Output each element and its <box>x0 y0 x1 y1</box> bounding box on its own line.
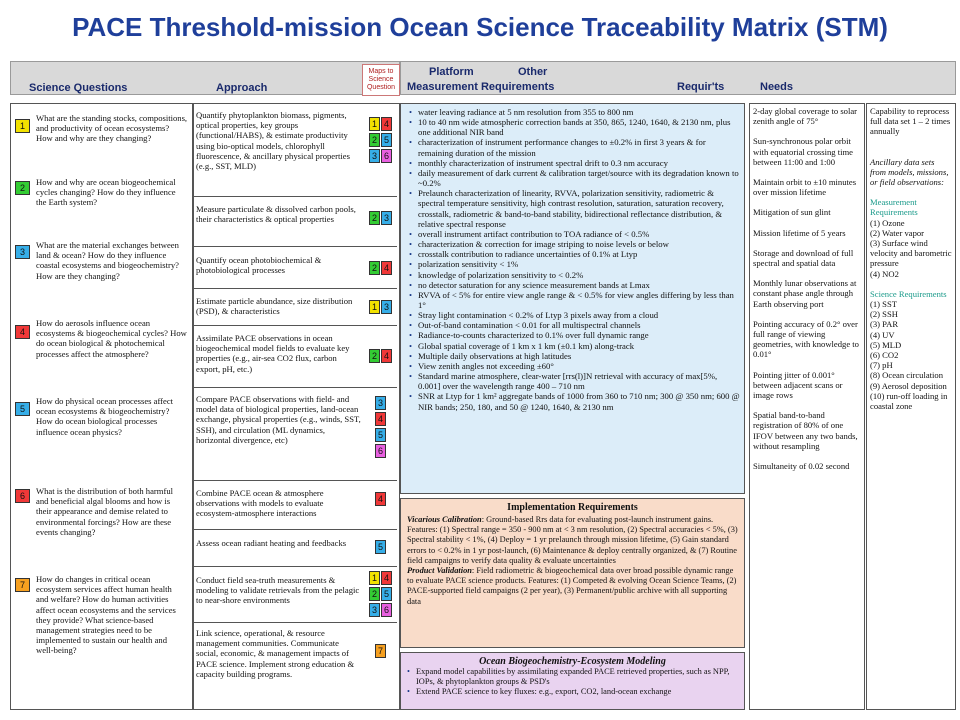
platform-item: Simultaneity of 0.02 second <box>753 461 850 472</box>
requirement-item: • overall instrument artifact contribution to TOA radiance of < 0.5% <box>409 229 740 239</box>
approach-3: Quantify ocean photobiochemical & photobiological processes <box>196 255 322 276</box>
question-7: How do changes in critical ocean ecosystem services affect human health and welfare? How do human activities affect ocean ecosystems and the services they provide? What science-based management strategies need to be implemented to sustain our health and well-being? <box>36 574 176 656</box>
map-1-a: 1 <box>369 117 380 131</box>
approach-divider <box>193 387 397 388</box>
validation-text: : Field radiometric & biogeochemical data over broad possible dynamic range to evaluate PACE science products. Features: (1) Competed & evolving Ocean Science Teams, (2) PACE-supported field campaigns (2 per year), (3) Permanent/public archive with all supporting data <box>407 566 737 606</box>
requirement-item: • RVVA of < 5% for entire view angle range & < 0.5% for view angles differing by less than 1° <box>409 290 740 310</box>
approach-6: Compare PACE observations with field- and model data of biological properties, land-ocean exchange, physical properties (e.g., winds, SST, SSH), and circulation (ML dynamics, horizontal divergence, etc) <box>196 394 361 445</box>
map-10-a: 7 <box>375 644 386 658</box>
requirement-item: • Prelaunch characterization of linearity, RVVA, polarization sensitivity, radiometric & spectral temperature sensitivity, high contrast resolution, saturation, saturation recovery, crosstalk, radiometric & band-to-band stability, bidirectional reflectance distribution, & relative spectral response <box>409 188 740 229</box>
ancillary-data-note: Ancillary data sets from models, missions, or field observations: <box>870 156 949 188</box>
header-requirts: Requir'ts <box>677 81 725 93</box>
requirement-item: • polarization sensitivity < 1% <box>409 259 740 269</box>
requirement-item: • monthly characterization of instrument spectral drift to 0.3 nm accuracy <box>409 158 740 168</box>
question-number-3: 3 <box>15 245 30 259</box>
question-3: What are the material exchanges between land & ocean? How do they influence coastal ecosystems and biogeochemistry? How are they changing? <box>36 240 179 281</box>
question-number-7: 7 <box>15 578 30 592</box>
ancillary-measurement-item: (4) NO2 <box>870 268 899 279</box>
vicarious-label: Vicarious Calibration <box>407 515 482 524</box>
platform-item: Maintain orbit to ±10 minutes over mission lifetime <box>753 177 857 198</box>
ancillary-measurement-item: (1) Ozone <box>870 217 905 228</box>
header-right <box>400 61 956 95</box>
question-6: What is the distribution of both harmful and beneficial algal blooms and how is their appearance and demise related to environmental forcings? How are these events changing? <box>36 486 174 537</box>
question-number-1: 1 <box>15 119 30 133</box>
question-number-2: 2 <box>15 181 30 195</box>
header-science-questions: Science Questions <box>29 82 128 94</box>
approach-divider <box>193 480 397 481</box>
question-number-5: 5 <box>15 402 30 416</box>
requirement-item: • Stray light contamination < 0.2% of Ltyp 3 pixels away from a cloud <box>409 310 740 320</box>
requirement-item: • knowledge of polarization sensitivity to < 0.2% <box>409 270 740 280</box>
map-6-c: 5 <box>375 428 386 442</box>
implementation-title: Implementation Requirements <box>507 502 638 513</box>
map-1-b: 4 <box>381 117 392 131</box>
question-5: How do physical ocean processes affect ocean ecosystems & biogeochemistry? How do ocean biological processes influence ocean physics? <box>36 396 174 437</box>
map-1-d: 5 <box>381 133 392 147</box>
ocean-modeling-item: • Extend PACE science to key fluxes: e.g., export, CO2, land-ocean exchange <box>407 687 738 697</box>
requirement-item: • characterization of instrument performance changes to ±0.2% in first 3 years & for remaining duration of the mission <box>409 137 740 157</box>
ancillary-science-item: (5) MLD <box>870 339 902 350</box>
other-needs-column <box>866 103 956 710</box>
platform-item: Spatial band-to-band registration of 80% of one IFOV between any two bands, without resampling <box>753 410 858 451</box>
approach-2: Measure particulate & dissolved carbon pools, their characteristics & optical properties <box>196 204 356 225</box>
platform-item: Sun-synchronous polar orbit with equatorial crossing time between 11:00 and 1:00 <box>753 136 853 167</box>
ancillary-science-item: (7) pH <box>870 360 893 371</box>
approach-5: Assimilate PACE observations in ocean biogeochemical model fields to evaluate key properties (e.g., air-sea CO2 flux, carbon export, pH, etc.) <box>196 333 350 374</box>
map-6-b: 4 <box>375 412 386 426</box>
approach-7: Combine PACE ocean & atmosphere observations with models to evaluate ecosystem-atmosphere interactions <box>196 488 324 519</box>
approach-4: Estimate particle abundance, size distribution (PSD), & characteristics <box>196 296 353 317</box>
map-1-c: 2 <box>369 133 380 147</box>
approach-1: Quantify phytoplankton biomass, pigments, optical properties, key groups (functional/HABS), & estimate productivity using bio-optical models, chlorophyll fluorescence, & ancillary physical properties (e.g., SST, MLD) <box>196 110 350 172</box>
requirement-item: • water leaving radiance at 5 nm resolution from 355 to 800 nm <box>409 107 740 117</box>
map-6-a: 3 <box>375 396 386 410</box>
page-title: PACE Threshold-mission Ocean Science Traceability Matrix (STM) <box>72 12 888 42</box>
approach-divider <box>193 246 397 247</box>
map-9-c: 2 <box>369 587 380 601</box>
ancillary-science-item: (10) run-off loading in coastal zone <box>870 390 948 412</box>
platform-item: Pointing jitter of 0.001° between adjacent scans or image rows <box>753 369 843 401</box>
requirement-item: • Out-of-band contamination < 0.01 for all multispectral channels <box>409 320 740 330</box>
platform-item: 2-day global coverage to solar zenith angle of 75° <box>753 106 858 127</box>
requirement-item: • SNR at Ltyp for 1 km² aggregate bands of 1000 from 360 to 710 nm; 300 @ 350 nm; 600 @ NIR bands; 250, 180, and 50 @ 1240, 1640, & 2130 nm <box>409 391 740 411</box>
question-1: What are the standing stocks, compositions, and productivity of ocean ecosystems? How and why are they changing? <box>36 113 188 144</box>
approach-divider <box>193 566 397 567</box>
map-7-a: 4 <box>375 492 386 506</box>
implementation-requirements-box <box>400 498 745 648</box>
map-2-a: 2 <box>369 211 380 225</box>
product-validation-text <box>407 566 738 607</box>
header-platform: Platform <box>429 66 474 78</box>
approach-9: Conduct field sea-truth measurements & modeling to validate retrievals from the pelagic to near-shore environments <box>196 575 360 606</box>
platform-requirements-column <box>749 103 865 710</box>
map-3-b: 4 <box>381 261 392 275</box>
ocean-modeling-box <box>400 652 745 710</box>
requirement-item: • 10 to 40 nm wide atmospheric correction bands at 350, 865, 1240, 1640, & 2130 nm, plus one additional NIR band <box>409 117 740 137</box>
ocean-modeling-title: Ocean Biogeochemistry-Ecosystem Modeling <box>479 656 666 667</box>
maps-to-science-question: Maps to Science Question <box>362 64 400 96</box>
approach-divider <box>193 622 397 623</box>
map-4-b: 3 <box>381 300 392 314</box>
ancillary-science-item: (9) Aerosol deposition <box>870 380 947 391</box>
approach-10: Link science, operational, & resource management communities. Communicate social, economic, & management impacts of PACE science. Implement strong education & capacity building programs. <box>196 628 355 679</box>
platform-item: Pointing accuracy of 0.2° over full range of viewing geometries, with knowledge to 0.01° <box>753 318 859 360</box>
platform-item: Monthly lunar observations at constant phase angle through Earth observing port <box>753 278 857 309</box>
science-requirements-heading: Science Requirements <box>870 288 947 299</box>
vicarious-calibration-text <box>407 515 738 566</box>
requirement-item: • Standard marine atmosphere, clear-water [rrs(l)]N retrieval with accuracy of max[5%, 0.001] over the wavelength range 400 – 710 nm <box>409 371 740 391</box>
header-needs: Needs <box>760 81 794 93</box>
requirement-item: • View zenith angles not exceeding ±60° <box>409 361 740 371</box>
measurement-requirements-heading: Measurement Requirements <box>870 197 918 218</box>
requirement-item: • Radiance-to-counts characterized to 0.1% over full dynamic range <box>409 330 740 340</box>
measurement-requirements-box <box>400 103 745 494</box>
ancillary-science-item: (3) PAR <box>870 319 899 330</box>
requirement-item: • Global spatial coverage of 1 km x 1 km (±0.1 km) along-track <box>409 341 740 351</box>
map-1-e: 3 <box>369 149 380 163</box>
header-left <box>10 61 400 95</box>
ancillary-measurement-item: (3) Surface wind velocity and barometric pressure <box>870 238 952 269</box>
ancillary-science-item: (2) SSH <box>870 309 898 320</box>
question-4: How do aerosols influence ocean ecosystems & biogeochemical cycles? How do ocean biological & photochemical processes affect the atmosphere? <box>36 318 187 359</box>
requirement-item: • daily measurement of dark current & calibration target/source with its degradation known to ~0.2% <box>409 168 740 188</box>
map-5-a: 2 <box>369 349 380 363</box>
platform-item: Storage and download of full spectral and spatial data <box>753 247 854 269</box>
question-number-4: 4 <box>15 325 30 339</box>
platform-item: Mission lifetime of 5 years <box>753 227 846 238</box>
approach-divider <box>193 288 397 289</box>
approach-divider <box>193 529 397 530</box>
requirement-item: • Multiple daily observations at high latitudes <box>409 351 740 361</box>
approach-divider <box>193 325 397 326</box>
map-9-e: 3 <box>369 603 380 617</box>
approach-8: Assess ocean radiant heating and feedbacks <box>196 538 347 548</box>
map-6-d: 6 <box>375 444 386 458</box>
requirement-item: • no detector saturation for any science measurement bands at Lmax <box>409 280 740 290</box>
platform-item: Mitigation of sun glint <box>753 207 831 218</box>
map-3-a: 2 <box>369 261 380 275</box>
reprocess-capability: Capability to reprocess full data set 1 – 2 times annually <box>870 106 951 137</box>
map-9-f: 6 <box>381 603 392 617</box>
question-2: How and why are ocean biogeochemical cycles changing? How do they influence the Earth system? <box>36 177 176 208</box>
header-measurement-requirements: Measurement Requirements <box>407 81 555 93</box>
map-4-a: 1 <box>369 300 380 314</box>
ancillary-science-item: (8) Ocean circulation <box>870 370 944 381</box>
map-2-b: 3 <box>381 211 392 225</box>
header-other: Other <box>518 66 548 78</box>
map-9-b: 4 <box>381 571 392 585</box>
ancillary-science-item: (6) CO2 <box>870 350 899 361</box>
requirement-item: • characterization & correction for image striping to noise levels or below <box>409 239 740 249</box>
map-1-f: 6 <box>381 149 392 163</box>
ancillary-science-item: (4) UV <box>870 329 895 340</box>
ocean-modeling-item: • Expand model capabilities by assimilating expanded PACE retrieved properties, such as NPP, IOPs, & phytoplankton groups & PSD's <box>407 667 738 687</box>
question-number-6: 6 <box>15 489 30 503</box>
approach-divider <box>193 196 397 197</box>
map-9-d: 5 <box>381 587 392 601</box>
map-5-b: 4 <box>381 349 392 363</box>
ancillary-measurement-item: (2) Water vapor <box>870 227 925 238</box>
header-approach: Approach <box>216 82 268 94</box>
ancillary-science-item: (1) SST <box>870 299 897 310</box>
requirement-item: • crosstalk contribution to radiance uncertainties of 0.1% at Ltyp <box>409 249 740 259</box>
validation-label: Product Validation <box>407 566 472 576</box>
map-9-a: 1 <box>369 571 380 585</box>
map-8-a: 5 <box>375 540 386 554</box>
vicarious-text: : Ground-based Rrs data for evaluating post-launch instrument gains. Features: (1) Spectral range = 350 - 900 nm at < 3 nm resolution, (2) Spectral accuracies < 5%, (3) Spectral stability < 1%, (4) Deploy = 1 yr prelaunch through mission lifetime, (5) Gain standard errors to < 0.2% in 1 yr post-launch, (6) Maintenance & deploy centrally organized, & (7) Routine field campaigns to verify data quality & evaluate uncertainties <box>407 515 738 565</box>
